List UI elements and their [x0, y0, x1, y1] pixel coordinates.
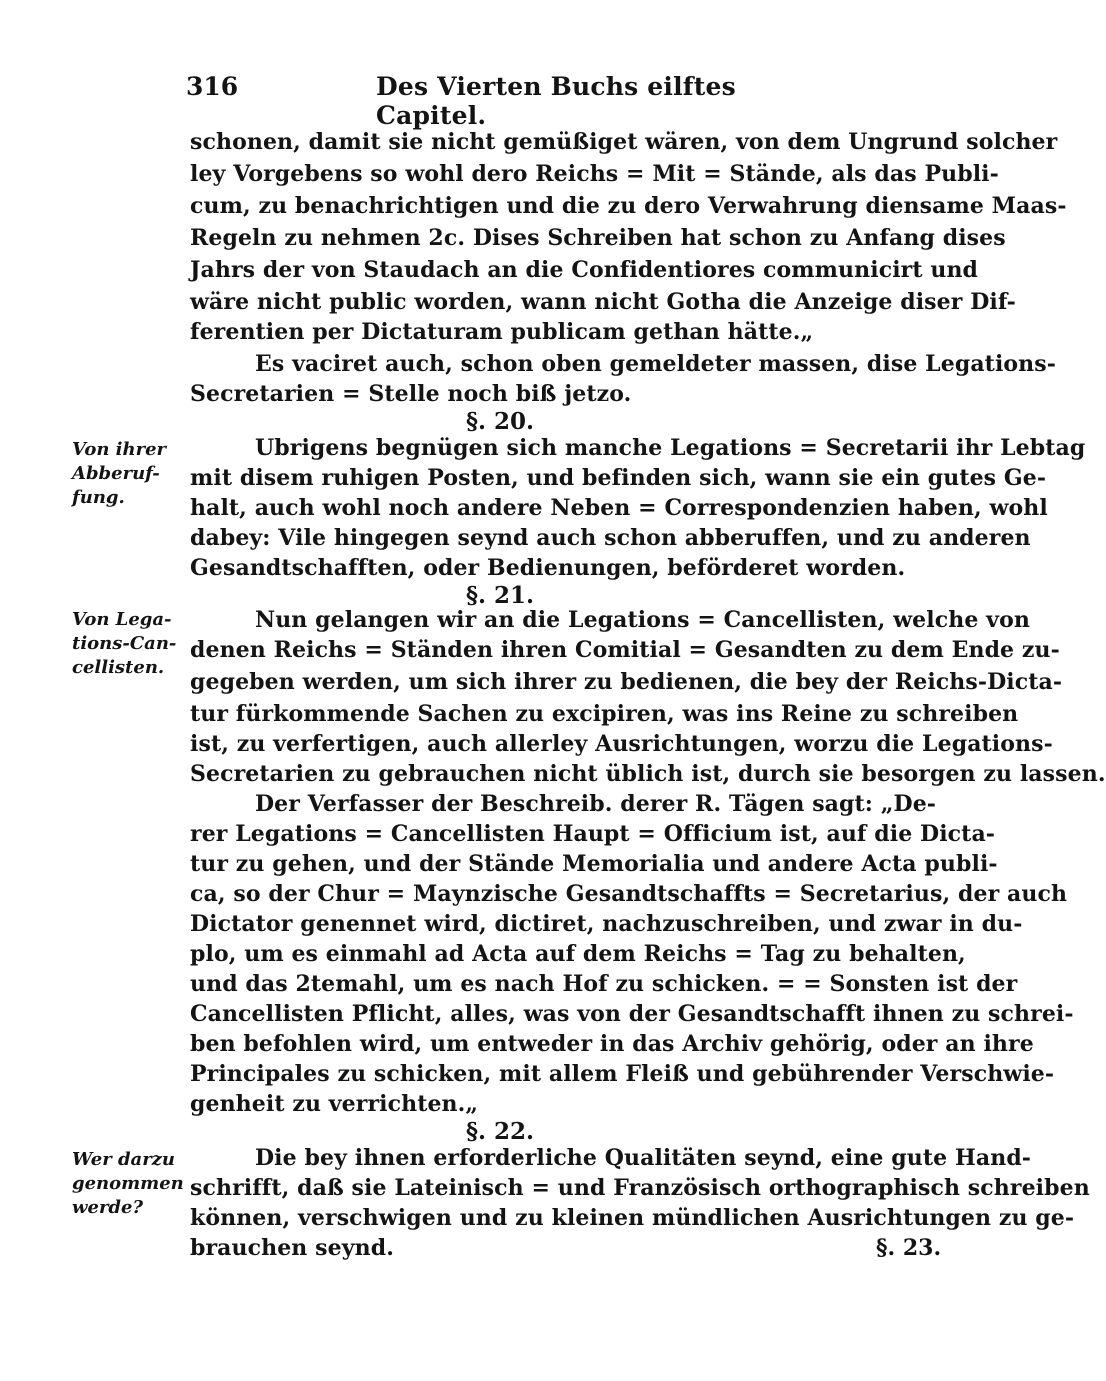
text-line: Regeln zu nehmen 2c. Dises Schreiben hat schon zu Anfang dises [190, 225, 1006, 251]
text-line: Principales zu schicken, mit allem Fleiß und gebührender Verschwie- [190, 1061, 1055, 1087]
text-line: ca, so der Chur = Maynzische Gesandtschaffts = Secretarius, der auch [190, 881, 1068, 907]
text-line: rer Legations = Cancellisten Haupt = Officium ist, auf die Dicta- [190, 821, 996, 847]
text-line: denen Reichs = Ständen ihren Comitial = Gesandten zu dem Ende zu- [190, 637, 1060, 663]
text-line: Secretarien = Stelle noch biß jetzo. [190, 381, 632, 407]
text-line: Dictator genennet wird, dictiret, nachzuschreiben, und zwar in du- [190, 911, 1023, 937]
section-heading-21: §. 21. [465, 582, 535, 609]
text-line: halt, auch wohl noch andere Neben = Correspondenzien haben, wohl [190, 495, 1048, 521]
paragraph-start: Ubrigens begnügen sich manche Legations = Secretarii ihr Lebtag [255, 435, 1086, 461]
paragraph-start: Der Verfasser der Beschreib. derer R. Tägen sagt: „De- [255, 791, 937, 817]
text-line: Jahrs der von Staudach an die Confidentiores communicirt und [190, 257, 979, 283]
text-line: tur fürkommende Sachen zu excipiren, was ins Reine zu schreiben [190, 701, 1019, 727]
section-heading-22: §. 22. [465, 1118, 535, 1145]
text-line: brauchen seynd. [190, 1235, 394, 1261]
marginal-note-wer-darzu [72, 1148, 182, 1220]
marginal-note-cancellisten [72, 608, 182, 680]
paragraph-start: Es vaciret auch, schon oben gemeldeter massen, dise Legations- [255, 351, 1056, 377]
text-line: ist, zu verfertigen, auch allerley Ausrichtungen, worzu die Legations- [190, 731, 1053, 757]
text-line: ferentien per Dictaturam publicam gethan hätte.„ [190, 319, 814, 345]
marginal-note-abberufung [72, 438, 182, 510]
marginal-line: Wer darzu [72, 1149, 175, 1170]
text-line: schonen, damit sie nicht gemüßiget wären, von dem Ungrund solcher [190, 129, 1058, 155]
marginal-line: cellisten. [72, 657, 165, 678]
text-line: cum, zu benachrichtigen und die zu dero Verwahrung diensame Maas- [190, 193, 1067, 219]
marginal-line: Von ihrer [72, 439, 167, 460]
text-line: mit disem ruhigen Posten, und befinden sich, wann sie ein gutes Ge- [190, 465, 1047, 491]
text-line: Secretarien zu gebrauchen nicht üblich ist, durch sie besorgen zu lassen. [190, 761, 1106, 787]
text-line: und das 2temahl, um es nach Hof zu schicken. = = Sonsten ist der [190, 971, 1018, 997]
text-line: Gesandtschafften, oder Bedienungen, beförderet worden. [190, 555, 906, 581]
running-title: Des Vierten Buchs eilftes Capitel. [376, 72, 736, 130]
marginal-line: werde? [72, 1197, 144, 1218]
text-line: wäre nicht public worden, wann nicht Gotha die Anzeige diser Dif- [190, 289, 1016, 315]
text-line: plo, um es einmahl ad Acta auf dem Reichs = Tag zu behalten, [190, 941, 966, 967]
text-line: ley Vorgebens so wohl dero Reichs = Mit = Stände, als das Publi- [190, 161, 999, 187]
marginal-line: Von Lega- [72, 609, 172, 630]
catchword: §. 23. [876, 1235, 942, 1261]
text-line: dabey: Vile hingegen seynd auch schon abberuffen, und zu anderen [190, 525, 1031, 551]
page-number: 316 [186, 72, 239, 101]
paragraph-start: Nun gelangen wir an die Legations = Cancellisten, welche von [255, 607, 1030, 633]
paragraph-start: Die bey ihnen erforderliche Qualitäten seynd, eine gute Hand- [255, 1145, 1032, 1171]
text-line: schrifft, daß sie Lateinisch = und Französisch orthographisch schreiben [190, 1175, 1090, 1201]
text-line: gegeben werden, um sich ihrer zu bedienen, die bey der Reichs-Dicta- [190, 669, 1063, 695]
text-line: ben befohlen wird, um entweder in das Archiv gehörig, oder an ihre [190, 1031, 1034, 1057]
marginal-line: fung. [72, 487, 125, 508]
text-line: Cancellisten Pflicht, alles, was von der Gesandtschafft ihnen zu schrei- [190, 1001, 1074, 1027]
text-line: genheit zu verrichten.„ [190, 1091, 479, 1117]
text-line: tur zu gehen, und der Stände Memorialia und andere Acta publi- [190, 851, 998, 877]
text-line: können, verschwigen und zu kleinen mündlichen Ausrichtungen zu ge- [190, 1205, 1075, 1231]
marginal-line: tions-Can- [72, 633, 177, 654]
section-heading-20: §. 20. [465, 408, 535, 435]
page-header [186, 66, 776, 130]
marginal-line: Abberuf- [72, 463, 160, 484]
marginal-line: genommen [72, 1173, 184, 1194]
